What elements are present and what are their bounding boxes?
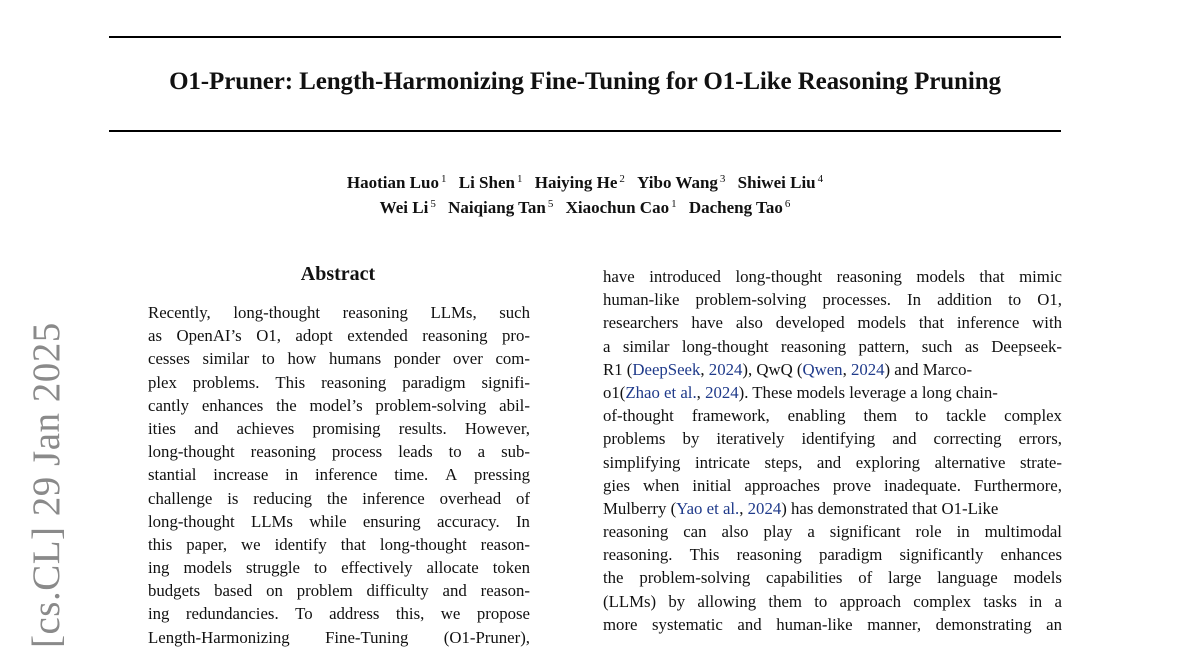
body-line: Mulberry (Yao et al., 2024) has demonstrated that O1-Like — [603, 498, 999, 518]
abstract-line: budgets based on problem difficulty and reason- — [148, 581, 530, 601]
title-rule-bottom — [109, 130, 1061, 132]
citation-link-deepseek[interactable]: DeepSeek — [632, 359, 701, 379]
body-line: gies when initial approaches prove inadequate. Furthermore, — [603, 475, 1062, 495]
abstract-line: this paper, we identify that long-thought reason- — [148, 534, 530, 554]
author-list-line-2 — [0, 198, 1170, 218]
abstract-line: ing models struggle to effectively allocate token — [148, 558, 530, 578]
abstract-line: ing redundancies. To address this, we propose — [148, 604, 530, 624]
body-line: R1 (DeepSeek, 2024), QwQ (Qwen, 2024) and Marco- — [603, 359, 973, 379]
author-list-line-1 — [0, 173, 1170, 193]
body-line: of-thought framework, enabling them to tackle complex — [603, 406, 1062, 426]
abstract-line: ities and achieves promising results. However, — [148, 418, 530, 438]
author: Yibo Wang $^3$ — [637, 173, 726, 192]
introduction-text — [603, 265, 1062, 636]
citation-link-zhao[interactable]: Zhao et al. — [625, 382, 697, 402]
citation-year-link[interactable]: 2024 — [850, 359, 885, 379]
citation-year-link[interactable]: 2024 — [705, 382, 739, 402]
body-line: reasoning. This reasoning paradigm significantly enhances — [603, 545, 1062, 565]
abstract-line: stantial increase in inference time. A pressing — [148, 465, 530, 485]
body-line: o1(Zhao et al., 2024). These models leverage a long chain- — [603, 382, 998, 402]
author: Dacheng Tao $^6$ — [688, 198, 791, 217]
paper-title: O1-Pruner: Length-Harmonizing Fine-Tuning for O1-Like Reasoning Pruning — [169, 68, 1001, 95]
author: Li Shen $^1$ — [458, 173, 523, 192]
citation-year-link[interactable]: 2024 — [708, 359, 743, 379]
body-line: a similar long-thought reasoning pattern, such as Deepseek- — [603, 336, 1062, 356]
body-line: reasoning can also play a significant role in multimodal — [603, 522, 1062, 542]
body-line: problems by iteratively identifying and correcting errors, — [603, 429, 1062, 449]
body-line: the problem-solving capabilities of large language models — [603, 568, 1062, 588]
body-line: human-like problem-solving processes. In addition to O1, — [603, 290, 1062, 310]
body-line: have introduced long-thought reasoning models that mimic — [603, 267, 1062, 286]
abstract-line: challenge is reducing the inference overhead of — [148, 488, 530, 508]
abstract-heading: Abstract — [300, 263, 376, 285]
citation-link-yao[interactable]: Yao et al. — [676, 498, 740, 518]
body-line: (LLMs) by allowing them to approach complex tasks in a — [603, 591, 1062, 611]
author: Xiaochun Cao $^1$ — [565, 198, 677, 217]
author: Wei Li $^5$ — [379, 198, 436, 217]
author: Haotian Luo $^1$ — [346, 173, 447, 192]
citation-link-qwen[interactable]: Qwen — [802, 359, 843, 379]
arxiv-side-stamp: [cs.CL] 29 Jan 2025 — [25, 322, 68, 648]
author: Haiying He $^2$ — [534, 173, 625, 192]
abstract-line: cesses similar to how humans ponder over com- — [148, 349, 530, 369]
abstract-line: Recently, long-thought reasoning LLMs, such — [148, 303, 530, 322]
abstract-line: plex problems. This reasoning paradigm signifi- — [148, 372, 530, 392]
abstract-line: long-thought reasoning process leads to a sub- — [148, 442, 530, 462]
abstract-line: long-thought LLMs while ensuring accuracy. In — [148, 511, 530, 531]
author: Shiwei Liu $^4$ — [737, 173, 824, 192]
body-line: researchers have also developed models that inference with — [603, 313, 1062, 333]
abstract-text — [148, 301, 530, 649]
author: Naiqiang Tan $^5$ — [448, 198, 554, 217]
abstract-line: as OpenAI’s O1, adopt extended reasoning pro- — [148, 326, 530, 346]
abstract-line: Length-Harmonizing Fine-Tuning (O1-Pruner), — [148, 627, 530, 647]
body-line: more systematic and human-like manner, demonstrating an — [603, 614, 1062, 634]
abstract-line: cantly enhances the model’s problem-solving abil- — [148, 395, 530, 415]
citation-year-link[interactable]: 2024 — [747, 498, 782, 518]
body-line: simplifying intricate steps, and exploring alternative strate- — [603, 452, 1062, 472]
title-rule-top — [109, 36, 1061, 38]
